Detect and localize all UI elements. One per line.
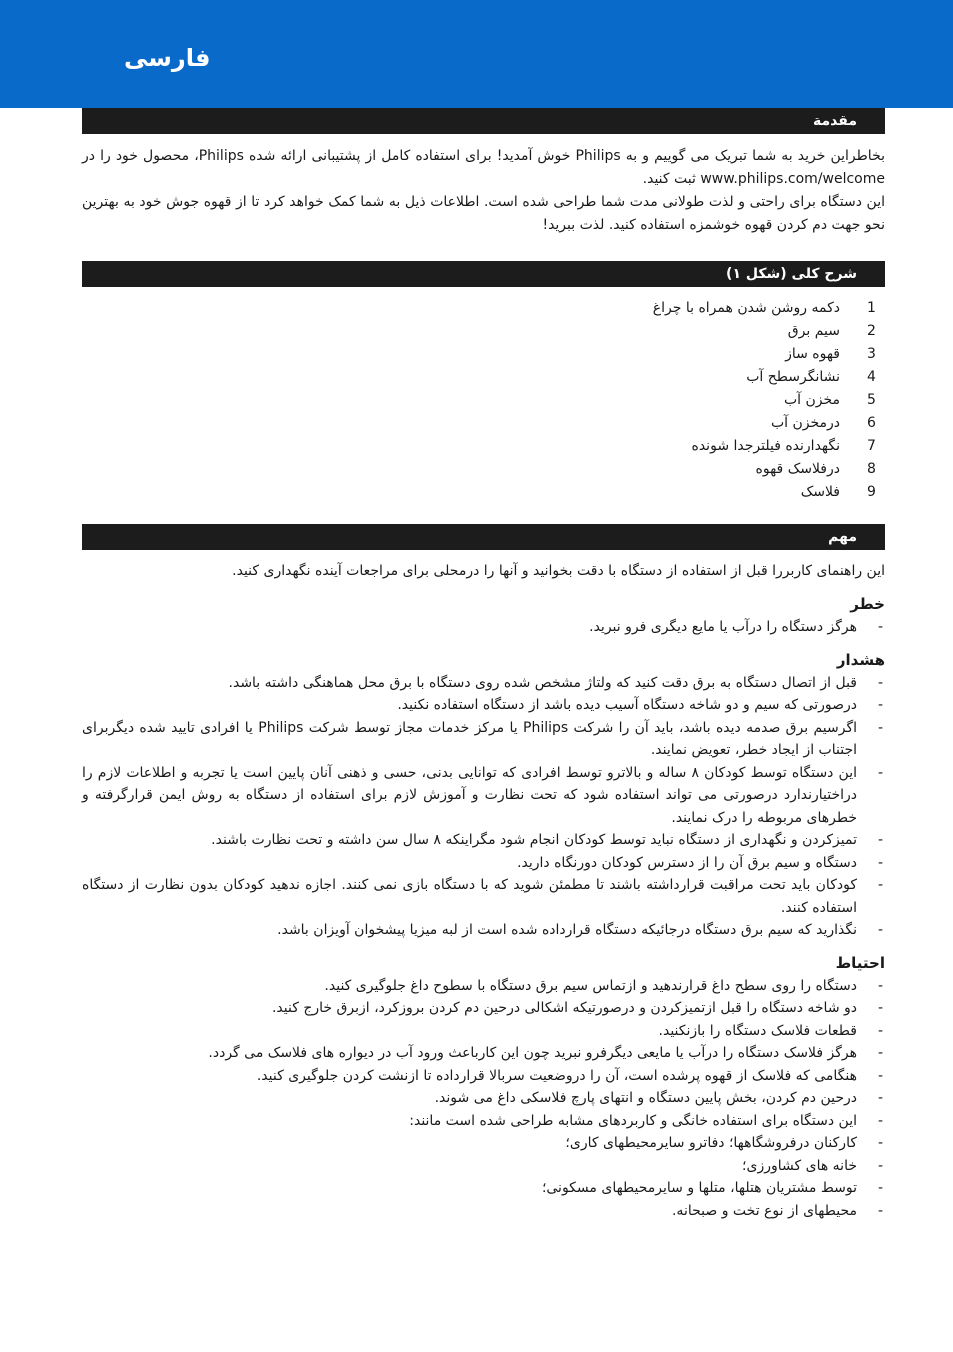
top-banner [0, 0, 953, 108]
item-number: 1 [867, 300, 876, 316]
language-title: فارسی [124, 44, 211, 72]
list-item [82, 435, 885, 458]
list-item: - کودکان باید تحت مراقبت قرارداشته باشند تا مطمئن شوید که با دستگاه بازی نمی کنند. اجازه ندهید کودکان بدون نظارت از دستگاه استفاده کنند. [82, 877, 883, 916]
warning-heading: هشدار [836, 650, 885, 669]
list-item [82, 343, 885, 366]
item-label: نشانگرسطح آب [746, 369, 840, 385]
list-item: - درصورتی که سیم و دو شاخه دستگاه آسیب دیده باشد از دستگاه استفاده نکنید. [397, 697, 883, 713]
item-text: این دستگاه برای استفاده خانگی و کاربردهای مشابه طراحی شده است مانند: [409, 1112, 857, 1129]
item-label: دکمه روشن شدن همراه با چراغ [652, 300, 840, 316]
list-item: - هرگز فلاسک دستگاه را درآب یا مایعی دیگرفرو نبرید چون این کارباعث ورود آب در دیواره های فلاسک می گردد. [208, 1045, 883, 1061]
item-text: نگذارید که سیم برق دستگاه درجائیکه دستگاه قرارداده شده است از لبه میزیا پیشخوان آویزان باشد. [277, 922, 857, 938]
list-item: - قبل از اتصال دستگاه به برق دقت کنید که ولتاژ مشخص شده روی دستگاه با برق محل هماهنگی داشته باشد. [228, 674, 883, 691]
item-text: کودکان باید تحت مراقبت قرارداشته باشند تا مطمئن شوید که با دستگاه بازی نمی کنند. اجازه ندهید کودکان بدون نظارت از دستگاه استفاده کنند. [82, 877, 857, 916]
list-item: - قطعات فلاسک دستگاه را بازنکنید. [658, 1022, 883, 1039]
list-item [82, 458, 885, 481]
list-item: - درحین دم کردن، بخش پایین دستگاه و انتهای پارچ فلاسکی داغ می شوند. [434, 1090, 883, 1106]
item-number: 2 [867, 323, 876, 339]
item-text: اگرسیم برق صدمه دیده باشد، باید آن را شرکت Philips یا مرکز خدمات مجاز توسط شرکت Philips یا افرادی تایید شده دیگربرای اجتناب از ایجاد خطر، تعویض نمایند. [82, 719, 858, 758]
list-item: - اگرسیم برق صدمه دیده باشد، باید آن را شرکت Philips یا مرکز خدمات مجاز توسط شرکت Philips یا افرادی تایید شده دیگربرای اجتناب از ایجاد خطر، تعویض نمایند. [82, 719, 883, 758]
item-text: محیطهای از نوع تخت و صبحانه. [671, 1202, 857, 1219]
list-item [82, 412, 885, 435]
parts-list [82, 297, 885, 504]
item-text: هنگامی که فلاسک از قهوه پرشده است، آن را دروضعیت سربالا قرارداده تا ازنشت کردن جلوگیری کنید. [256, 1067, 857, 1084]
list-item: - این دستگاه توسط کودکان ۸ ساله و بالاترو توسط افرادی که توانایی بدنی، حسی و ذهنی آنان پایین است یا تجربه و اطلاعات لازم را دراختیارندارد درصورتی می تواند استفاده شود که تحت نظارت و آموزش لازم برای استفاده از دستگاه به روش ایمن قرارگرفته و خطرهای مربوطه را درک نمایند. [82, 764, 883, 826]
item-label: درمخزن آب [770, 415, 840, 431]
list-item [82, 366, 885, 389]
item-text: قبل از اتصال دستگاه به برق دقت کنید که ولتاژ مشخص شده روی دستگاه با برق محل هماهنگی داشته باشد. [228, 674, 857, 691]
list-item: - هنگامی که فلاسک از قهوه پرشده است، آن را دروضعیت سربالا قرارداده تا ازنشت کردن جلوگیری کنید. [256, 1067, 883, 1084]
list-item: - تمیزکردن و نگهداری از دستگاه نباید توسط کودکان انجام شود مگراینکه ۸ سال سن داشته و تحت نظارت باشند. [211, 832, 883, 848]
caution-heading: احتیاط [835, 953, 885, 972]
list-item: - هرگز دستگاه را درآب یا مایع دیگری فرو نبرید. [589, 619, 883, 635]
item-text: دستگاه را روی سطح داغ قرارندهید و ازتماس سیم برق دستگاه با سطوح داغ جلوگیری کنید. [324, 977, 857, 994]
list-item: - خانه های کشاورزی؛ [742, 1157, 883, 1174]
item-text: دستگاه و سیم برق آن را از دسترس کودکان دورنگاه دارید. [517, 854, 857, 871]
list-item: - محیطهای از نوع تخت و صبحانه. [671, 1202, 883, 1219]
item-text: دو شاخه دستگاه را قبل ازتمیزکردن و درصورتیکه اشکالی درحین دم کردن بروزکرد، ازبرق خارج کنید. [271, 1000, 857, 1016]
danger-heading: خطر [850, 595, 885, 613]
list-item [82, 320, 885, 343]
list-item: - دو شاخه دستگاه را قبل ازتمیزکردن و درصورتیکه اشکالی درحین دم کردن بروزکرد، ازبرق خارج کنید. [271, 1000, 883, 1016]
manual-content [82, 108, 885, 1222]
item-label: فلاسک [800, 484, 840, 500]
item-label: درفلاسک قهوه [755, 461, 840, 477]
item-number: 8 [867, 461, 876, 477]
item-text: خانه های کشاورزی؛ [742, 1157, 857, 1174]
item-text: تمیزکردن و نگهداری از دستگاه نباید توسط کودکان انجام شود مگراینکه ۸ سال سن داشته و تحت نظارت باشند. [211, 832, 857, 848]
caution-list [82, 975, 885, 1223]
list-item: - نگذارید که سیم برق دستگاه درجائیکه دستگاه قرارداده شده است از لبه میزیا پیشخوان آویزان باشد. [277, 922, 883, 938]
item-number: 6 [867, 415, 876, 431]
item-text: قطعات فلاسک دستگاه را بازنکنید. [658, 1022, 857, 1039]
important-intro: این راهنمای کاربررا قبل از استفاده از دستگاه با دقت بخوانید و آنها را درمحلی برای مراجعات آینده نگهداری کنید. [232, 563, 885, 579]
item-text: این دستگاه توسط کودکان ۸ ساله و بالاترو توسط افرادی که توانایی بدنی، حسی و ذهنی آنان پایین است یا تجربه و اطلاعات لازم را دراختیارندارد درصورتی می تواند استفاده شود که تحت نظارت و آموزش لازم برای استفاده از دستگاه به روش ایمن قرارگرفته و خطرهای مربوطه را درک نمایند. [82, 764, 857, 826]
section-heading-intro: مقدمة [82, 108, 885, 134]
item-label: سیم برق [787, 323, 840, 339]
section-heading-overview: شرح کلی (شکل ۱) [82, 261, 885, 287]
list-item [82, 481, 885, 504]
item-text: کارکنان درفروشگاهها؛ دفاترو سایرمحیطهای کاری؛ [565, 1135, 857, 1151]
intro-paragraph: این دستگاه برای راحتی و لذت طولانی مدت شما طراحی شده است. اطلاعات ذیل به شما کمک خواهد کرد تا از قهوه جوش خود به بهترین نحو جهت دم کردن قهوه خوشمزه استفاده کنید. لذت ببرید! [82, 194, 885, 233]
item-text: هرگز فلاسک دستگاه را درآب یا مایعی دیگرفرو نبرید چون این کارباعث ورود آب در دیواره های فلاسک می گردد. [208, 1045, 857, 1061]
item-number: 5 [867, 392, 876, 408]
item-number: 9 [867, 484, 876, 500]
list-item: - توسط مشتریان هتلها، متلها و سایرمحیطهای مسکونی؛ [541, 1180, 883, 1196]
list-item [82, 389, 885, 412]
list-item [82, 297, 885, 320]
item-label: قهوه ساز [785, 346, 840, 362]
list-item: - کارکنان درفروشگاهها؛ دفاترو سایرمحیطهای کاری؛ [565, 1135, 883, 1151]
list-item: - دستگاه را روی سطح داغ قرارندهید و ازتماس سیم برق دستگاه با سطوح داغ جلوگیری کنید. [324, 977, 883, 994]
intro-body [82, 134, 885, 237]
section-heading-important: مهم [82, 524, 885, 550]
intro-paragraph: بخاطراین خرید به شما تبریک می گوییم و به Philips خوش آمدید! برای استفاده کامل از پشتیبانی ارائه شده Philips، محصول خود را در www.philips.com/welcome ثبت کنید. [82, 148, 885, 187]
item-text: توسط مشتریان هتلها، متلها و سایرمحیطهای مسکونی؛ [541, 1180, 857, 1196]
warning-list [82, 672, 885, 942]
item-text: درصورتی که سیم و دو شاخه دستگاه آسیب دیده باشد از دستگاه استفاده نکنید. [397, 697, 857, 713]
item-label: مخزن آب [783, 392, 840, 408]
item-text: هرگز دستگاه را درآب یا مایع دیگری فرو نبرید. [589, 619, 857, 635]
item-number: 4 [867, 369, 876, 385]
item-number: 7 [867, 438, 876, 454]
item-text: درحین دم کردن، بخش پایین دستگاه و انتهای پارچ فلاسکی داغ می شوند. [434, 1090, 857, 1106]
item-number: 3 [867, 346, 876, 362]
item-label: نگهدارنده فیلترجدا شونده [691, 438, 840, 454]
list-item: - این دستگاه برای استفاده خانگی و کاربردهای مشابه طراحی شده است مانند: [409, 1112, 883, 1129]
list-item: - دستگاه و سیم برق آن را از دسترس کودکان دورنگاه دارید. [517, 854, 883, 871]
danger-list [82, 616, 885, 639]
